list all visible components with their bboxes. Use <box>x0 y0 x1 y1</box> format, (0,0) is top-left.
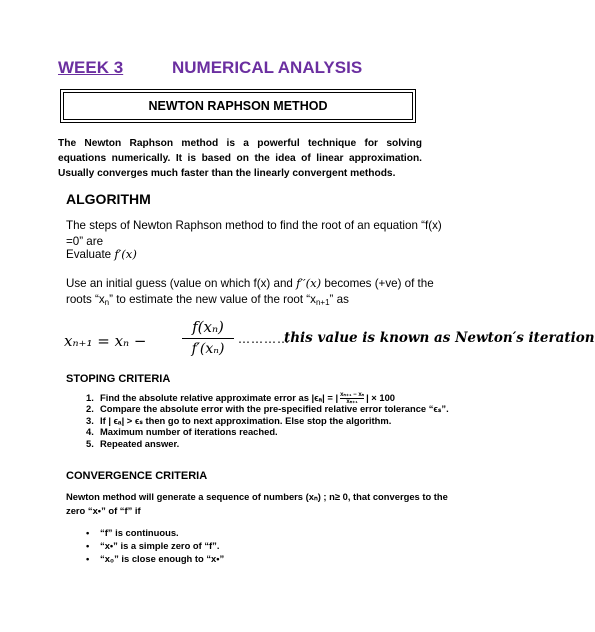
item-text: Compare the absolute error with the pre-specified relative error tolerance “ϵₛ”. <box>100 403 449 415</box>
list-item <box>86 426 466 437</box>
evaluate-math: f′(x) <box>114 247 137 261</box>
method-title: NEWTON RAPHSON METHOD <box>148 99 328 113</box>
stopping-criteria-list <box>86 392 466 449</box>
item-number: 1. <box>86 392 94 403</box>
item-number: 5. <box>86 437 94 449</box>
list-item <box>86 415 466 426</box>
item-text: Find the absolute relative approximate error as |ϵₐ| = | <box>100 392 339 403</box>
bullet-icon: • <box>86 527 90 538</box>
formula-numerator: f(xₙ) <box>182 318 234 339</box>
ratio-numerator: xₙ₊₁ − xₙ <box>340 392 365 399</box>
item-number: 4. <box>86 426 94 438</box>
guess-text-d: ” as <box>329 293 349 306</box>
convergence-criteria-heading: CONVERGENCE CRITERIA <box>66 470 208 482</box>
list-item <box>86 392 466 406</box>
method-title-box <box>63 92 413 120</box>
formula-fraction <box>182 318 234 357</box>
formula-note: this value is known as Newton′s iteration <box>284 330 595 346</box>
item-text: Maximum number of iterations reached. <box>100 426 278 438</box>
item-text: “f” is continuous. <box>100 527 179 538</box>
guess-text-a: Use an initial guess (value on which f(x) and <box>66 277 297 290</box>
guess-sub-n: n <box>104 298 110 307</box>
subject-title: NUMERICAL ANALYSIS <box>172 58 363 77</box>
bullet-icon: • <box>86 553 90 564</box>
guess-math: f′′(x) <box>296 276 322 290</box>
page-header <box>58 58 438 82</box>
list-item <box>86 438 466 449</box>
item-text: If | ϵₐ| > ϵₛ then go to next approximation. Else stop the algorithm. <box>100 414 392 426</box>
intro-paragraph: The Newton Raphson method is a powerful technique for solving equations numerically. It is based on the idea of linear approximation. Usually converges much faster than the linearly convergent methods. <box>58 138 422 179</box>
list-item <box>86 403 466 414</box>
formula-lhs: xₙ₊₁ = xₙ − <box>64 332 147 350</box>
algorithm-heading: ALGORITHM <box>66 191 151 207</box>
guess-text-b: becomes (+ve) of the roots “x <box>66 277 434 306</box>
item-number: 2. <box>86 403 94 415</box>
formula-dots: ………… <box>238 332 290 346</box>
week-label: WEEK 3 <box>58 58 124 77</box>
stopping-criteria-heading: STOPING CRITERIA <box>66 373 171 385</box>
guess-sub-n1: n+1 <box>315 298 330 307</box>
bullet-icon: • <box>86 540 90 551</box>
newton-formula <box>64 318 595 364</box>
item-text: “x₀” is close enough to “x•” <box>100 553 225 564</box>
item-text: Repeated answer. <box>100 437 180 449</box>
list-item <box>86 552 224 565</box>
evaluate-text: Evaluate <box>66 248 115 261</box>
item-tail: | × 100 <box>366 392 396 403</box>
formula-denominator: f′(xₙ) <box>191 341 225 357</box>
list-item <box>86 526 224 539</box>
ratio-denominator: xₙ₊₁ <box>346 399 358 406</box>
convergence-paragraph: Newton method will generate a sequence of numbers (xₙ) ; n≥ 0, that converges to the zero “x•” of “f” if <box>66 491 448 516</box>
guess-text-c: ” to estimate the new value of the root “x <box>109 293 316 306</box>
initial-guess-paragraph <box>66 275 446 311</box>
evaluate-line <box>66 246 137 263</box>
algorithm-step-intro: The steps of Newton Raphson method to find the root of an equation “f(x) =0” are <box>66 219 442 248</box>
item-number: 3. <box>86 414 94 426</box>
item-text: “x•” is a simple zero of “f”. <box>100 540 220 551</box>
convergence-list <box>86 526 224 565</box>
list-item <box>86 539 224 552</box>
